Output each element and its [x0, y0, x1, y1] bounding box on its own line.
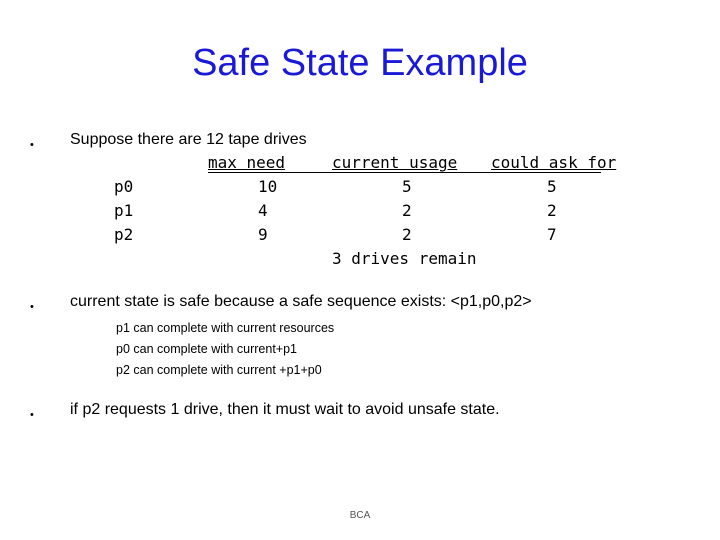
- slide-footer: BCA: [349, 510, 371, 521]
- process-label: p0: [114, 177, 134, 196]
- process-label: p1: [114, 201, 134, 220]
- max-need-value: 4: [258, 201, 268, 220]
- header-underline: [208, 172, 601, 173]
- sequence-note: p2 can complete with current +p1+p0: [116, 363, 322, 377]
- bullet-text-drives: Suppose there are 12 tape drives: [70, 131, 307, 148]
- header-current-usage: current usage: [332, 153, 458, 172]
- slide-title: Safe State Example: [192, 42, 528, 84]
- sequence-note: p0 can complete with current+p1: [116, 342, 298, 356]
- bullet-text-p2-request: if p2 requests 1 drive, then it must wait to avoid unsafe state.: [70, 401, 500, 418]
- header-max-need: max need: [208, 153, 286, 172]
- bullet-marker: •: [30, 139, 34, 151]
- max-need-value: 9: [258, 225, 268, 244]
- could-ask-value: 5: [547, 177, 557, 196]
- bullet-text-safe-state: current state is safe because a safe sequence exists: <p1,p0,p2>: [70, 293, 532, 310]
- max-need-value: 10: [258, 177, 278, 196]
- could-ask-value: 7: [547, 225, 557, 244]
- current-usage-value: 2: [402, 225, 412, 244]
- current-usage-value: 5: [402, 177, 412, 196]
- current-usage-value: 2: [402, 201, 412, 220]
- bullet-marker: •: [30, 301, 34, 313]
- header-could-ask-for: could ask for: [491, 153, 617, 172]
- sequence-note: p1 can complete with current resources: [116, 321, 335, 335]
- drives-remain-note: 3 drives remain: [332, 249, 477, 268]
- could-ask-value: 2: [547, 201, 557, 220]
- process-label: p2: [114, 225, 134, 244]
- bullet-marker: •: [30, 409, 34, 421]
